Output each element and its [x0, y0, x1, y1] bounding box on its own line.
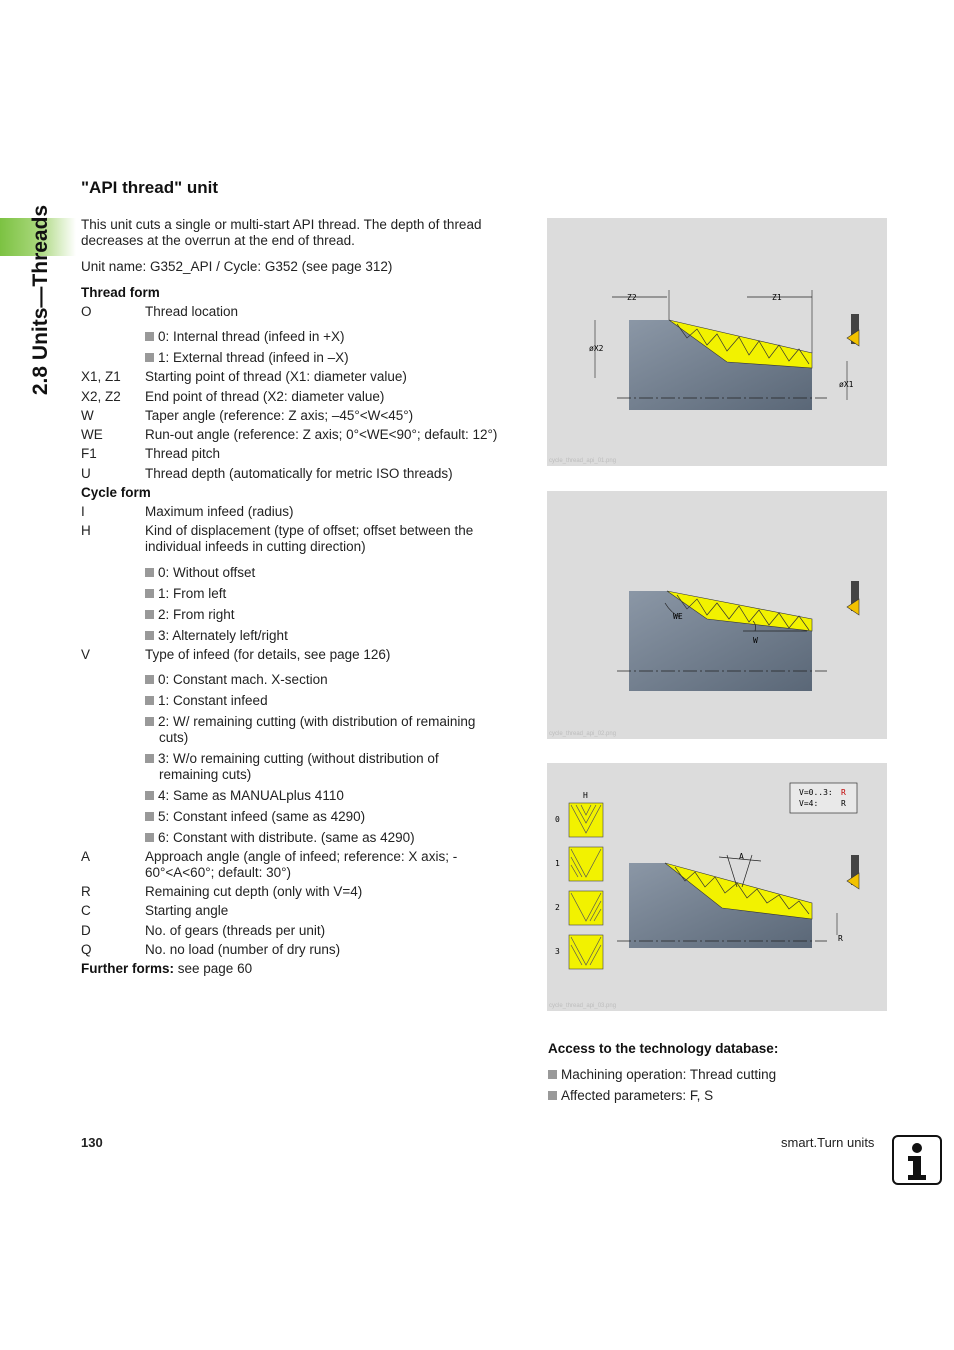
param-key: F1 — [81, 446, 97, 461]
page-number: 130 — [81, 1135, 103, 1150]
list-item: 0: Internal thread (infeed in +X) — [145, 329, 345, 345]
list-item: 0: Constant mach. X-section — [145, 672, 328, 688]
figure-2-drawing — [547, 491, 887, 739]
footer-title: smart.Turn units — [781, 1135, 875, 1150]
bullet-icon — [145, 833, 154, 842]
figure-infeed — [547, 763, 887, 1011]
param-desc: No. of gears (threads per unit) — [145, 923, 326, 938]
h-option-2: 2 — [555, 903, 560, 912]
bullet-icon — [145, 812, 154, 821]
bullet-icon — [548, 1091, 557, 1100]
list-item: 5: Constant infeed (same as 4290) — [145, 809, 365, 825]
we-label: WE — [673, 612, 683, 621]
list-item: 1: External thread (infeed in –X) — [145, 350, 349, 366]
param-key: X2, Z2 — [81, 389, 121, 404]
legend-r-red: R — [841, 788, 846, 797]
further-forms: Further forms: see page 60 — [81, 961, 253, 976]
param-desc: individual infeeds in cutting direction) — [145, 539, 366, 554]
param-desc: Thread depth (automatically for metric ISO threads) — [145, 466, 453, 481]
list-item-cont: cuts) — [159, 730, 189, 745]
bullet-icon — [145, 353, 154, 362]
page-title: "API thread" unit — [81, 178, 219, 197]
param-desc: Thread location — [145, 304, 239, 319]
param-desc: Remaining cut depth (only with V=4) — [145, 884, 363, 899]
param-desc: Kind of displacement (type of offset; offset between the — [145, 523, 474, 538]
bullet-icon — [145, 332, 154, 341]
param-desc: Maximum infeed (radius) — [145, 504, 294, 519]
param-key: U — [81, 466, 91, 481]
a-label: A — [739, 852, 744, 861]
figure-angles — [547, 491, 887, 739]
param-key: H — [81, 523, 91, 538]
bullet-icon — [145, 610, 154, 619]
param-key: V — [81, 647, 91, 662]
param-desc: End point of thread (X2: diameter value) — [145, 389, 385, 404]
z2-label: Z2 — [627, 293, 637, 302]
param-desc: No. no load (number of dry runs) — [145, 942, 341, 957]
h-option-0: 0 — [555, 815, 560, 824]
param-key: R — [81, 884, 91, 899]
param-key: D — [81, 923, 91, 938]
list-item: 4: Same as MANUALplus 4110 — [145, 788, 344, 804]
list-item: 2: W/ remaining cutting (with distribution of remaining — [145, 714, 475, 730]
bullet-icon — [145, 631, 154, 640]
list-item: 6: Constant with distribute. (same as 4290) — [145, 830, 415, 846]
list-item: 1: From left — [145, 586, 226, 602]
infeed-diagram-3 — [569, 935, 603, 969]
legend-r: R — [841, 799, 846, 808]
cycle-form-title: Cycle form — [81, 485, 151, 500]
param-desc: 60°<A<60°; default: 30°) — [145, 865, 292, 880]
bullet-icon — [145, 696, 154, 705]
figure-1-drawing — [547, 218, 887, 466]
bullet-icon — [145, 717, 154, 726]
figure-caption: cycle_thread_api_02.png — [549, 731, 617, 737]
legend-v0-3: V=0..3: — [799, 788, 833, 797]
legend-v4: V=4: — [799, 799, 819, 808]
param-key: O — [81, 304, 92, 319]
param-key: A — [81, 849, 91, 864]
h-option-1: 1 — [555, 859, 560, 868]
x1-label: øX1 — [839, 380, 854, 389]
bullet-icon — [145, 589, 154, 598]
figure-caption: cycle_thread_api_01.png — [549, 458, 617, 464]
bullet-icon — [145, 568, 154, 577]
param-desc: Taper angle (reference: Z axis; –45°<W<45°) — [145, 408, 414, 423]
chapter-title: 2.8 Units—Threads — [29, 204, 52, 396]
bullet-icon — [145, 791, 154, 800]
list-item: 3: W/o remaining cutting (without distribution of — [145, 751, 439, 767]
figure-caption: cycle_thread_api_03.png — [549, 1003, 617, 1009]
list-item: Machining operation: Thread cutting — [548, 1067, 776, 1083]
h-label: H — [583, 791, 588, 800]
infeed-diagram-2 — [569, 891, 603, 925]
infeed-diagram-1 — [569, 847, 603, 881]
list-item-cont: remaining cuts) — [159, 767, 252, 782]
bullet-icon — [145, 675, 154, 684]
z1-label: Z1 — [772, 293, 782, 302]
x2-label: øX2 — [589, 344, 604, 353]
param-key: Q — [81, 942, 92, 957]
intro-paragraph: This unit cuts a single or multi-start API thread. The depth of thread decreases at the overrun at the end of thread. — [81, 217, 482, 248]
list-item: 0: Without offset — [145, 565, 255, 581]
infeed-diagram-0 — [569, 803, 603, 837]
h-option-3: 3 — [555, 947, 560, 956]
param-key: WE — [81, 427, 103, 442]
list-item: 2: From right — [145, 607, 235, 623]
list-item: 1: Constant infeed — [145, 693, 268, 709]
info-icon — [892, 1135, 942, 1185]
param-key: C — [81, 903, 91, 918]
param-desc: Starting angle — [145, 903, 229, 918]
bullet-icon — [548, 1070, 557, 1079]
figure-3-drawing — [547, 763, 887, 1011]
list-item: 3: Alternately left/right — [145, 628, 288, 644]
thread-form-title: Thread form — [81, 285, 160, 300]
param-desc: Type of infeed (for details, see page 126) — [145, 647, 391, 662]
r-label: R — [838, 934, 843, 943]
param-key: X1, Z1 — [81, 369, 121, 384]
param-key: W — [81, 408, 94, 423]
param-desc: Run-out angle (reference: Z axis; 0°<WE<90°; default: 12°) — [145, 427, 498, 442]
param-desc: Starting point of thread (X1: diameter value) — [145, 369, 407, 384]
param-desc: Thread pitch — [145, 446, 221, 461]
access-title: Access to the technology database: — [548, 1041, 779, 1056]
figure-thread-location — [547, 218, 887, 466]
unit-name: Unit name: G352_API / Cycle: G352 (see page 312) — [81, 259, 393, 274]
bullet-icon — [145, 754, 154, 763]
list-item: Affected parameters: F, S — [548, 1088, 713, 1104]
param-key: I — [81, 504, 85, 519]
param-desc: Approach angle (angle of infeed; reference: X axis; - — [145, 849, 458, 864]
w-label: W — [753, 636, 758, 645]
